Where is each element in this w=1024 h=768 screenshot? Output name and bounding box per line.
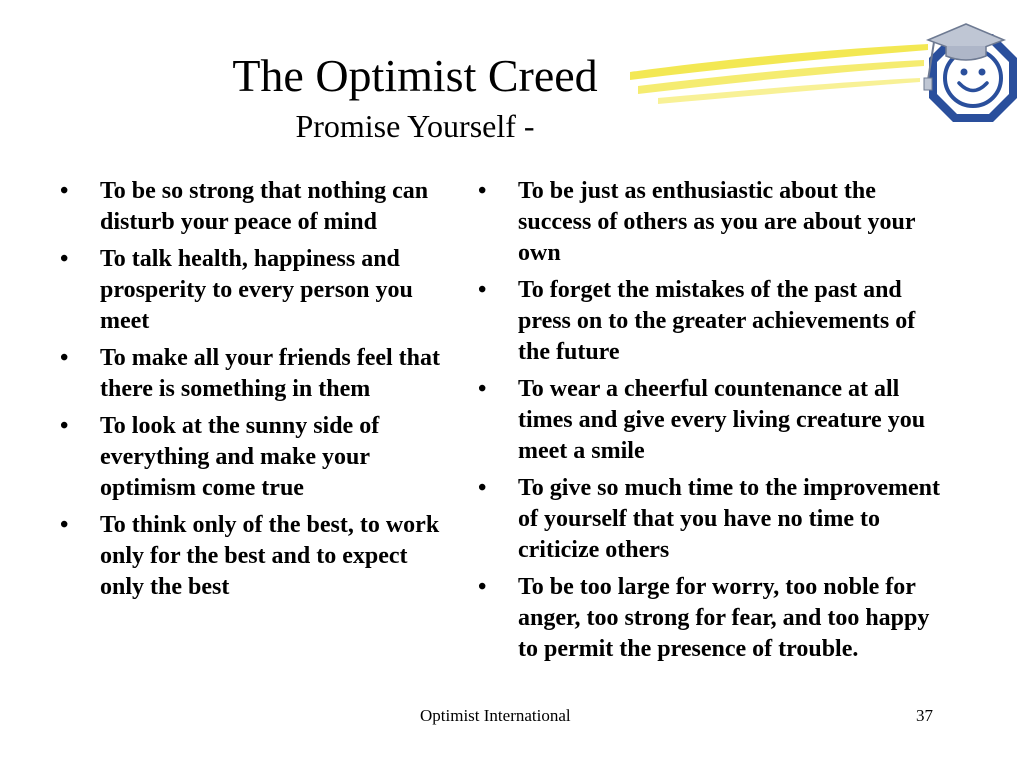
bullet-glyph: • (478, 277, 487, 303)
slide-number: 37 (916, 706, 933, 725)
list-item-text: To make all your friends feel that there is something in them (100, 345, 440, 402)
slide-subtitle: Promise Yourself - (295, 108, 535, 144)
right-bullet-list (478, 176, 948, 665)
footer-organization: Optimist International (420, 706, 571, 725)
list-item-text: To give so much time to the improvement of yourself that you have no time to criticize others (518, 475, 940, 563)
bullet-glyph: • (60, 512, 69, 538)
list-item (478, 473, 948, 566)
list-item (60, 510, 450, 603)
bullet-glyph: • (60, 345, 69, 371)
list-item-text: To wear a cheerful countenance at all times and give every living creature you meet a smile (518, 376, 926, 464)
list-item (478, 176, 948, 269)
bullet-glyph: • (60, 246, 69, 272)
list-item-text: To be so strong that nothing can disturb your peace of mind (100, 178, 429, 235)
slide-header (150, 48, 680, 146)
bullet-glyph: • (478, 178, 487, 204)
list-item-text: To forget the mistakes of the past and press on to the greater achievements of the future (518, 277, 916, 365)
left-column (60, 176, 450, 609)
bullet-glyph: • (478, 376, 487, 402)
list-item (478, 275, 948, 368)
list-item (60, 244, 450, 337)
left-bullet-list (60, 176, 450, 603)
list-item-text: To look at the sunny side of everything and make your optimism come true (100, 413, 380, 501)
list-item (60, 411, 450, 504)
list-item (478, 374, 948, 467)
slide-title: The Optimist Creed (232, 50, 598, 101)
bullet-glyph: • (478, 475, 487, 501)
list-item-text: To talk health, happiness and prosperity to every person you meet (100, 246, 413, 334)
list-item-text: To be too large for worry, too noble for anger, too strong for fear, and too happy to permit the presence of trouble. (518, 574, 930, 662)
list-item-text: To think only of the best, to work only for the best and to expect only the best (100, 512, 440, 600)
right-column (478, 176, 948, 671)
bullet-glyph: • (60, 178, 69, 204)
list-item (60, 176, 450, 238)
bullet-glyph: • (478, 574, 487, 600)
bullet-glyph: • (60, 413, 69, 439)
list-item-text: To be just as enthusiastic about the success of others as you are about your own (518, 178, 916, 266)
list-item (478, 572, 948, 665)
optimist-logo-icon (628, 20, 1024, 130)
list-item (60, 343, 450, 405)
